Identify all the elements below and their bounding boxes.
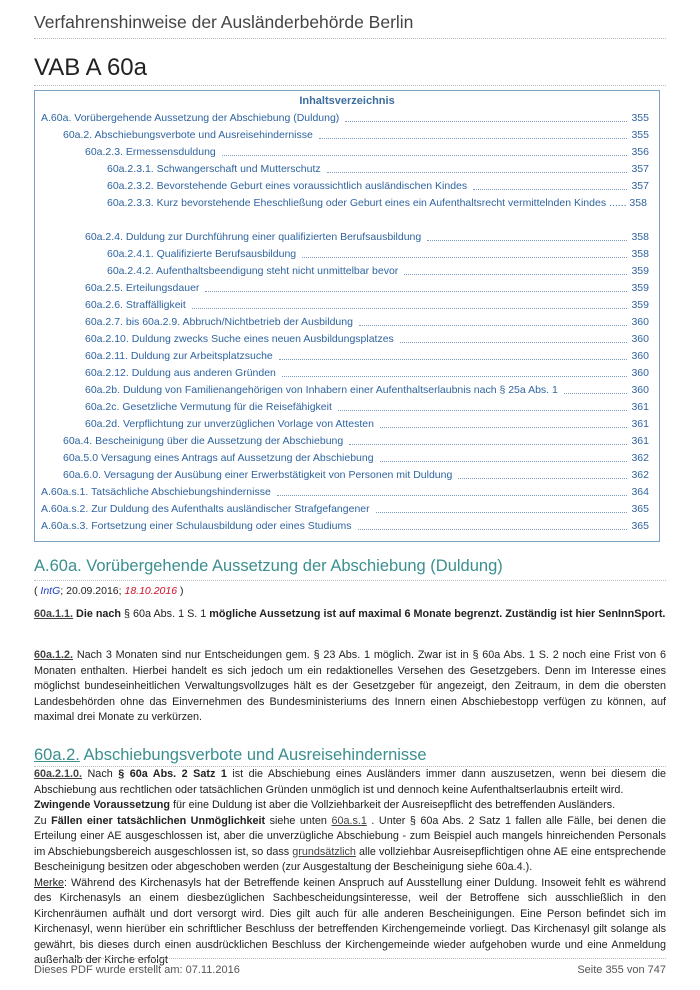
toc-dot-leader: ......: [606, 197, 630, 209]
toc-entry[interactable]: [41, 520, 649, 533]
toc-entry[interactable]: [63, 129, 649, 142]
section-title-a60a: A.60a. Vorübergehende Aussetzung der Abschiebung (Duldung): [34, 557, 503, 575]
toc-entry-label: A.60a.s.1. Tatsächliche Abschiebungshindernisse: [41, 486, 271, 498]
toc-dot-leader: [327, 172, 628, 173]
toc-entry-label: 60a.5.0 Versagung eines Antrags auf Aussetzung der Abschiebung: [63, 452, 374, 464]
toc-entry-label: 60a.2.12. Duldung aus anderen Gründen: [85, 367, 276, 379]
toc-entry[interactable]: [63, 469, 649, 482]
toc-dot-leader: [205, 291, 627, 292]
toc-entry[interactable]: [85, 146, 649, 159]
paragraph-60a-1-2: 60a.1.2. Nach 3 Monaten sind nur Entscheidungen gem. § 23 Abs. 1 möglich. Zwar ist in § 60a Abs. 1 S. 2 noch eine Frist von 6 Monaten enthalten. Hierbei handelt es sich jedoch um ein redaktionelles Versehen des Gesetzgebers. Denn im Interesse eines möglichst bundeseinheitlichen Verwaltungsvollzuges hält es der Gesetzgeber für angezeigt, den Zeitraum, in dem die obersten Landesbehörden ohne das Einvernehmen des Bundesministeriums des Innern einen Abschiebestopp verfügen zu können, auf maximal drei Monate zu verkürzen.: [34, 649, 666, 723]
toc-entry[interactable]: [85, 316, 649, 329]
toc-entry[interactable]: [107, 180, 649, 193]
toc-entry-label: 60a.2d. Verpflichtung zur unverzüglichen Vorlage von Attesten: [85, 418, 374, 430]
document-title: VAB A 60a: [34, 54, 147, 81]
toc-page-number: 359: [631, 265, 649, 277]
toc-dot-leader: [458, 478, 627, 479]
toc-entry-label: 60a.2c. Gesetzliche Vermutung für die Reisefähigkeit: [85, 401, 332, 413]
toc-page-number: 358: [631, 248, 649, 260]
header-title: Verfahrenshinweise der Ausländerbehörde Berlin: [34, 12, 414, 32]
toc-entry[interactable]: [85, 282, 649, 295]
toc-entry[interactable]: [107, 163, 649, 176]
grundsaetzlich-link[interactable]: grundsätzlich: [292, 845, 356, 858]
toc-entry[interactable]: [85, 299, 649, 312]
intg-link[interactable]: IntG: [40, 585, 61, 597]
merke-label: Merke: [34, 876, 64, 889]
toc-dot-leader: [319, 138, 628, 139]
toc-entry-label: A.60a.s.3. Fortsetzung einer Schulausbildung oder eines Studiums: [41, 520, 352, 532]
toc-dot-leader: [277, 495, 628, 496]
toc-page-number: 355: [631, 112, 649, 124]
toc-dot-leader: [349, 444, 627, 445]
toc-entry-label: 60a.4. Bescheinigung über die Aussetzung der Abschiebung: [63, 435, 344, 447]
toc-dot-leader: [338, 410, 628, 411]
ref-60a-s-1-link[interactable]: 60a.s.1: [331, 814, 367, 827]
toc-entry-label: 60a.2b. Duldung von Familienangehörigen von Inhabern einer Aufenthaltserlaubnis nach § 25a Abs. 1: [85, 384, 558, 396]
amendment-date-red: 18.10.2016: [124, 585, 178, 597]
toc-entry-label: 60a.2.3. Ermessensduldung: [85, 146, 216, 158]
ref-60a-2-link[interactable]: 60a.2.: [34, 746, 80, 764]
toc-dot-leader: [359, 325, 628, 326]
toc-dot-leader: [345, 121, 627, 122]
toc-entry[interactable]: [85, 384, 649, 397]
toc-entry[interactable]: [63, 435, 649, 448]
toc-entry-label: 60a.2.11. Duldung zur Arbeitsplatzsuche: [85, 350, 273, 362]
ref-60a-1-2-link[interactable]: 60a.1.2.: [34, 649, 74, 661]
toc-entry[interactable]: [63, 452, 649, 465]
toc-dot-leader: [358, 529, 628, 530]
toc-entry-label: A.60a.s.2. Zur Duldung des Aufenthalts ausländischer Strafgefangener: [41, 503, 370, 515]
section-title-60a-2: 60a.2. Abschiebungsverbote und Ausreisehindernisse: [34, 746, 427, 764]
toc-dot-leader: [380, 427, 628, 428]
toc-entry[interactable]: [107, 248, 649, 261]
toc-heading: Inhaltsverzeichnis: [299, 95, 395, 107]
toc-dot-leader: [427, 240, 627, 241]
table-of-contents: [34, 90, 660, 542]
toc-page-number: 362: [631, 452, 649, 464]
toc-page-number: 361: [631, 418, 649, 430]
toc-entry-label: 60a.2.7. bis 60a.2.9. Abbruch/Nichtbetrieb der Ausbildung: [85, 316, 353, 328]
toc-page-number: 357: [631, 180, 649, 192]
toc-page-number: 360: [631, 350, 649, 362]
toc-entry-label: 60a.2. Abschiebungsverbote und Ausreisehindernisse: [63, 129, 313, 141]
toc-entry-label: 60a.2.6. Straffälligkeit: [85, 299, 186, 311]
toc-page-number: 358: [629, 197, 647, 209]
footer-page-number: Seite 355 von 747: [577, 964, 666, 976]
toc-entry[interactable]: [41, 486, 649, 499]
toc-page-number: 356: [631, 146, 649, 158]
toc-dot-leader: [376, 512, 628, 513]
paragraph-60a-2-1-0: 60a.2.1.0. Nach § 60a Abs. 2 Satz 1 ist die Abschiebung eines Ausländers immer dann auszusetzen, wenn bei diesem die Abschiebung aus rechtlichen oder tatsächlichen Gründen unmöglich ist und dennoch keine Aufenthaltserlaubnis erteilt wird. Zwingende Voraussetzung für eine Duldung ist aber die Vollziehbarkeit der Ausreisepflicht des betreffenden Ausländers. Zu Fällen einer tatsächlichen Unmöglichkeit siehe unten 60a.s.1 . Unter § 60a Abs. 2 Satz 1 fallen alle Fälle, bei denen die Erteilung einer AE ausgeschlossen ist, aber die unverzügliche Abschiebung - zum Beispiel auch mangels hinreichenden Personals im Abschiebungsbereich ausgeschlossen ist, so dass grundsätzlich alle vollziehbar Ausreisepflichtigen ohne AE eine entsprechende Bescheinigung besitzen oder abgeschoben werden (zur Ausgestaltung der Bescheinigung siehe 60a.4.). Merke: Während des Kirchenasyls hat der Betreffende keinen Anspruch auf Ausstellung einer Duldung. Insoweit fehlt es während des Kirchenasyls an einem diesbezüglichen Sachbescheidungsinteresse, weil der Betroffene sich ausschließlich in den Kirchenräumen aufhält und dort versorgt wird. Dies gilt auch für alle anderen Bescheinigungen. Eine Person befindet sich im Kirchenasyl, wenn hierüber ein schriftlicher Beschluss der betreffenden Kirchengemeinde vorliegt. Das Kirchenasyl gilt solange als gewährt, bis dieses durch einen ausdrücklichen Beschluss der Kirchengemeinde wieder aufgehoben wurde und eine Anmeldung außerhalb der Kirche erfolgt: [34, 768, 666, 966]
ref-60a-1-1-link[interactable]: 60a.1.1.: [34, 608, 74, 620]
toc-page-number: 360: [631, 333, 649, 345]
toc-entry[interactable]: [85, 367, 649, 380]
toc-page-number: 364: [631, 486, 649, 498]
toc-entry[interactable]: [85, 333, 649, 346]
toc-entry-label: 60a.6.0. Versagung der Ausübung einer Erwerbstätigkeit von Personen mit Duldung: [63, 469, 453, 481]
toc-page-number: 358: [631, 231, 649, 243]
toc-entry-label: A.60a. Vorübergehende Aussetzung der Abschiebung (Duldung): [41, 112, 340, 124]
toc-page-number: 361: [631, 401, 649, 413]
toc-page-number: 361: [631, 435, 649, 447]
toc-entry[interactable]: [85, 418, 649, 431]
amendment-meta: ( IntG; 20.09.2016; 18.10.2016 ): [34, 585, 184, 597]
toc-dot-leader: [192, 308, 628, 309]
toc-entry-label: 60a.2.4. Duldung zur Durchführung einer qualifizierten Berufsausbildung: [85, 231, 422, 243]
footer-divider: [34, 958, 666, 959]
toc-entry[interactable]: [107, 265, 649, 278]
title-divider: [34, 85, 666, 86]
paragraph-60a-1-1: 60a.1.1. Die nach § 60a Abs. 1 S. 1 mögliche Aussetzung ist auf maximal 6 Monate begrenzt. Zuständig ist hier SenInnSport.: [34, 608, 666, 620]
toc-entry[interactable]: [41, 112, 649, 125]
section-divider: [34, 580, 666, 581]
toc-dot-leader: [473, 189, 627, 190]
toc-dot-leader: [564, 393, 628, 394]
toc-entry-label: 60a.2.3.1. Schwangerschaft und Mutterschutz: [107, 163, 321, 175]
toc-page-number: 359: [631, 282, 649, 294]
toc-entry[interactable]: 60a.2.3.3. Kurz bevorstehende Eheschließung oder Geburt eines ein Aufenthaltsrecht vermittelnden Kindes ...... 358: [107, 197, 647, 209]
toc-dot-leader: [282, 376, 628, 377]
toc-entry-label: 60a.2.10. Duldung zwecks Suche eines neuen Ausbildungsplatzes: [85, 333, 394, 345]
toc-entry[interactable]: [85, 401, 649, 414]
toc-page-number: 360: [631, 367, 649, 379]
toc-page-number: 360: [631, 384, 649, 396]
toc-entry-label: 60a.2.4.2. Aufenthaltsbeendigung steht nicht unmittelbar bevor: [107, 265, 399, 277]
toc-entry-label: 60a.2.4.1. Qualifizierte Berufsausbildung: [107, 248, 297, 260]
toc-dot-leader: [400, 342, 628, 343]
toc-page-number: 359: [631, 299, 649, 311]
ref-60a-2-1-0-link[interactable]: 60a.2.1.0.: [34, 768, 83, 780]
toc-entry-label: 60a.2.3.2. Bevorstehende Geburt eines voraussichtlich ausländischen Kindes: [107, 180, 468, 192]
toc-dot-leader: [279, 359, 628, 360]
toc-entry[interactable]: [41, 503, 649, 516]
toc-page-number: 360: [631, 316, 649, 328]
toc-dot-leader: [404, 274, 627, 275]
header-divider: [34, 38, 666, 39]
toc-dot-leader: [222, 155, 628, 156]
footer-created-date: Dieses PDF wurde erstellt am: 07.11.2016: [34, 964, 240, 976]
toc-entry-label: 60a.2.5. Erteilungsdauer: [85, 282, 200, 294]
toc-page-number: 355: [631, 129, 649, 141]
toc-entry[interactable]: [85, 231, 649, 244]
toc-dot-leader: [380, 461, 628, 462]
toc-page-number: 357: [631, 163, 649, 175]
toc-page-number: 365: [631, 520, 649, 532]
toc-dot-leader: [302, 257, 627, 258]
toc-page-number: 365: [631, 503, 649, 515]
toc-entry[interactable]: [85, 350, 649, 363]
toc-page-number: 362: [631, 469, 649, 481]
